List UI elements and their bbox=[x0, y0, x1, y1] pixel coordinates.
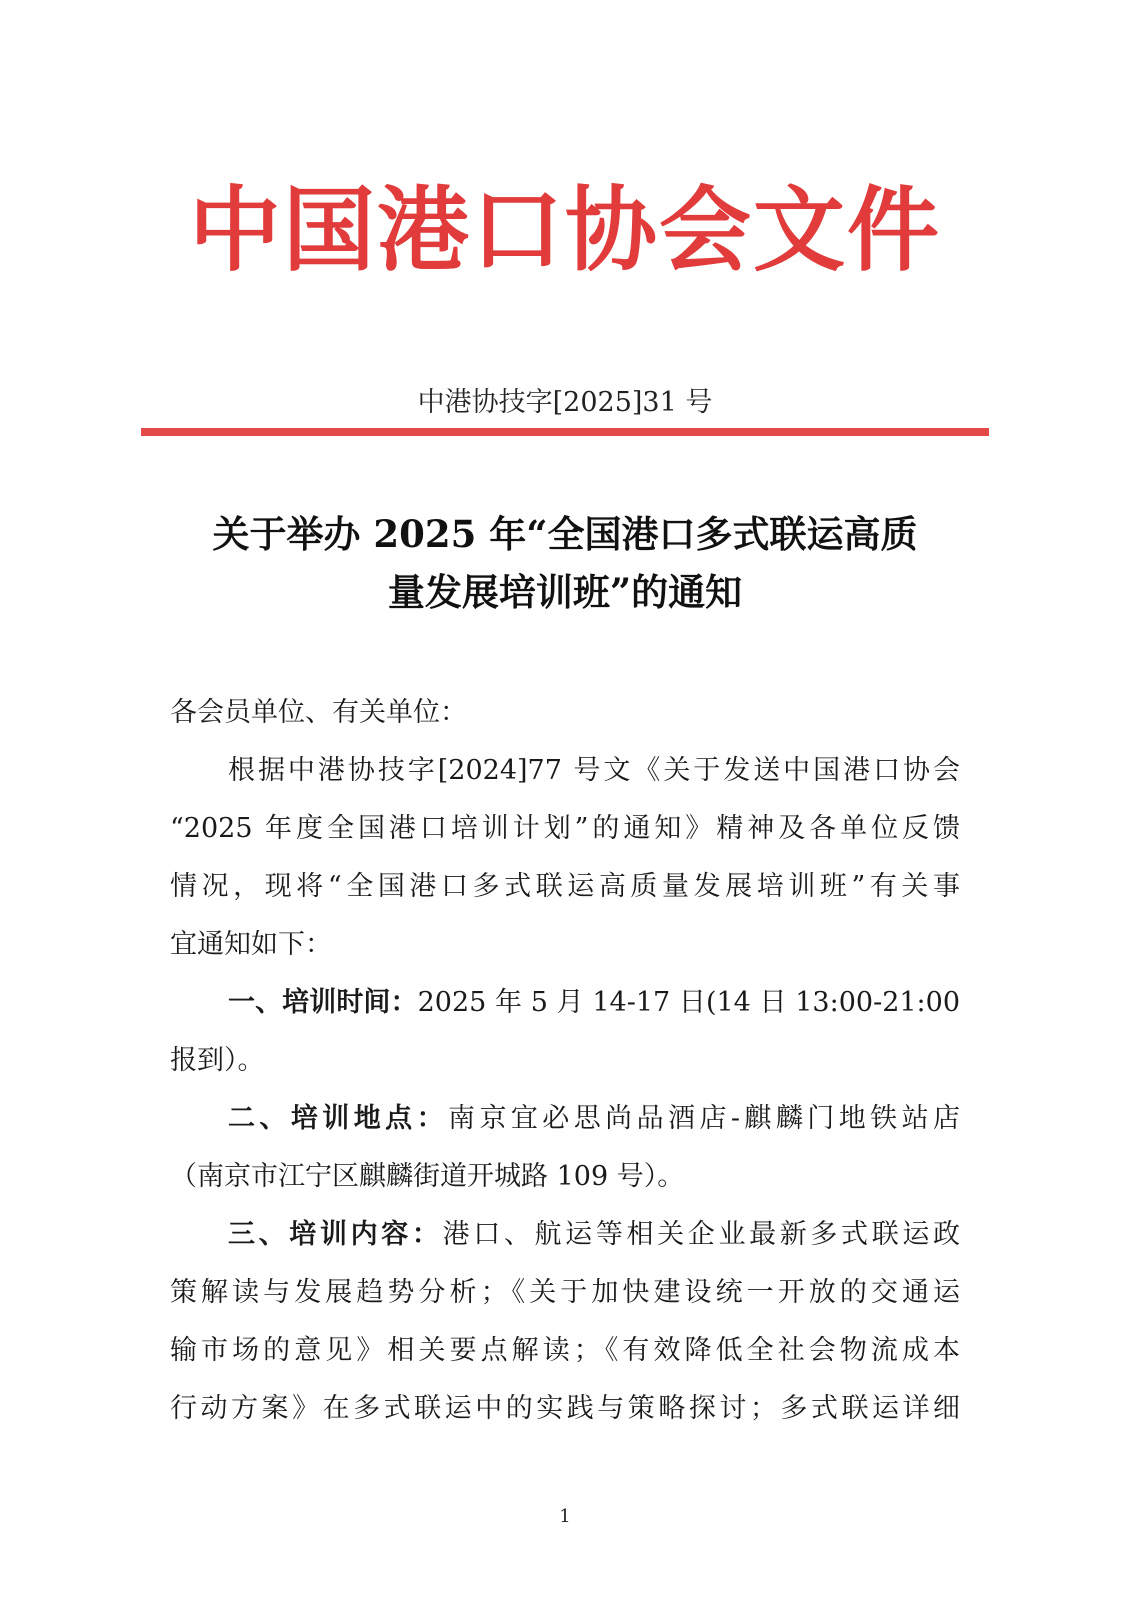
intro-line-4: 宜通知如下： bbox=[170, 929, 332, 960]
intro-line-3: 情况，现将“全国港口多式联运高质量发展培训班”有关事 bbox=[170, 871, 960, 902]
section-3-line-1 bbox=[170, 1206, 960, 1264]
section-2-text: 南京宜必思尚品酒店-麒麟门地铁站店 bbox=[448, 1103, 961, 1134]
section-1-line-1 bbox=[170, 974, 960, 1032]
notice-title-line-2: 量发展培训班”的通知 bbox=[387, 570, 743, 614]
section-3-line-3: 输市场的意见》相关要点解读；《有效降低全社会物流成本 bbox=[170, 1335, 960, 1366]
notice-title bbox=[170, 505, 960, 621]
notice-body bbox=[170, 742, 960, 1438]
red-divider-line bbox=[141, 428, 989, 436]
section-3-text: 港口、航运等相关企业最新多式联运政 bbox=[442, 1219, 961, 1250]
section-2-heading: 二、培训地点： bbox=[228, 1103, 449, 1134]
document-number: 中港协技字[2025]31 号 bbox=[417, 387, 713, 418]
section-1-text: 2025 年 5 月 14-17 日(14 日 13:00-21:00 bbox=[417, 987, 961, 1018]
salutation: 各会员单位、有关单位： bbox=[170, 697, 467, 728]
section-2-line-2: （南京市江宁区麒麟街道开城路 109 号）。 bbox=[170, 1161, 685, 1192]
section-1-heading: 一、培训时间： bbox=[228, 987, 418, 1018]
intro-line-2: “2025 年度全国港口培训计划”的通知》精神及各单位反馈 bbox=[170, 813, 960, 844]
section-3-line-4: 行动方案》在多式联运中的实践与策略探讨；多式联运详细 bbox=[170, 1393, 960, 1424]
intro-line-1: 根据中港协技字[2024]77 号文《关于发送中国港口协会 bbox=[228, 755, 960, 786]
notice-title-line-1: 关于举办 2025 年“全国港口多式联运高质 bbox=[212, 512, 918, 556]
document-masthead: 中国港口协会文件 bbox=[188, 177, 941, 284]
page-number: 1 bbox=[559, 1506, 571, 1527]
section-3-heading: 三、培训内容： bbox=[228, 1219, 443, 1250]
section-2-line-1 bbox=[170, 1090, 960, 1148]
section-1-line-2: 报到）。 bbox=[170, 1045, 265, 1076]
section-3-line-2: 策解读与发展趋势分析；《关于加快建设统一开放的交通运 bbox=[170, 1277, 960, 1308]
